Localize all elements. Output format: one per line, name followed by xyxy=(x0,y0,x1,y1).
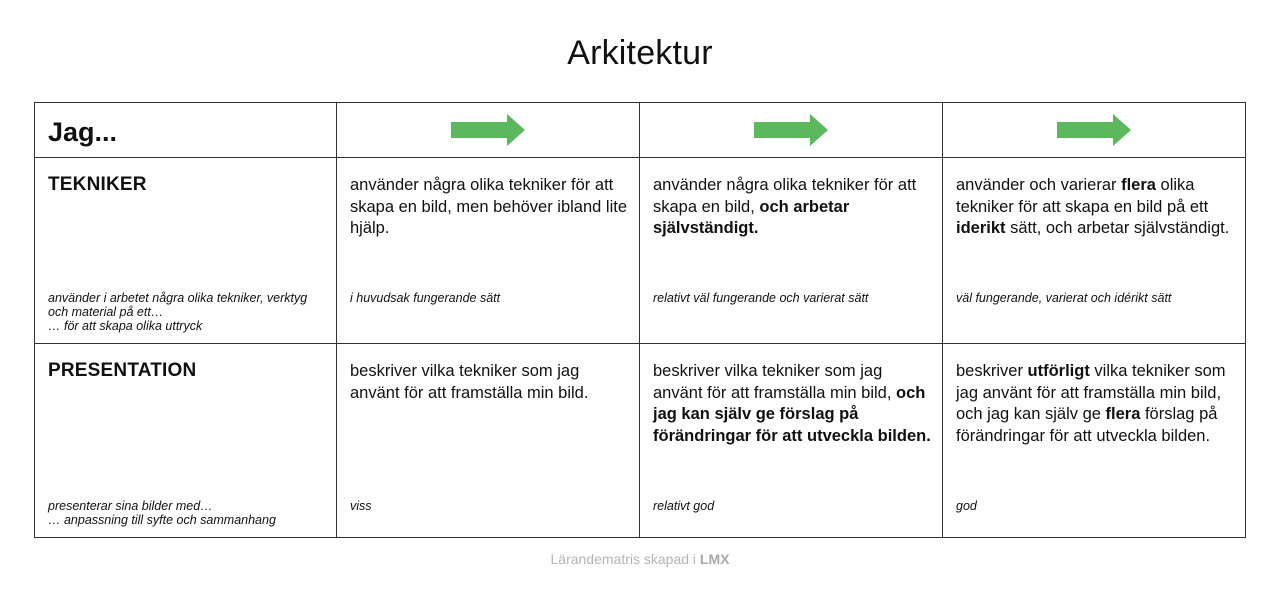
text-segment: använder några olika tekniker för att skapa en bild, men behöver ibland lite hjälp. xyxy=(350,176,628,238)
learning-matrix xyxy=(34,102,1246,538)
header-cell-level-3 xyxy=(943,103,1246,158)
level-text xyxy=(956,175,1238,240)
criterion-description-line: använder i arbetet några olika tekniker, verktyg xyxy=(48,291,308,305)
footer-brand[interactable]: LMX xyxy=(699,551,730,567)
criterion-description-line: … anpassning till syfte och sammanhang xyxy=(48,513,276,527)
criterion-description-line: … för att skapa olika uttryck xyxy=(48,319,203,333)
emphasized-text: och arbetar självständigt. xyxy=(653,197,850,238)
right-arrow-icon xyxy=(754,114,828,146)
level-cell xyxy=(943,158,1246,344)
emphasized-text: utförligt xyxy=(1027,362,1090,380)
criterion-cell xyxy=(35,344,337,538)
text-segment: beskriver vilka tekniker som jag använt för att framställa min bild. xyxy=(350,362,589,402)
level-text xyxy=(653,175,935,240)
footer xyxy=(0,551,1280,567)
level-note: god xyxy=(956,499,977,513)
arrow-slot xyxy=(943,103,1245,157)
level-note: i huvudsak fungerande sätt xyxy=(350,291,501,305)
criterion-description xyxy=(48,499,333,527)
text-segment: beskriver vilka tekniker som jag använt för att framställa min bild, xyxy=(653,362,897,402)
header-label: Jag... xyxy=(48,117,118,147)
footer-text: Lärandematris skapad i xyxy=(550,551,700,567)
level-text xyxy=(350,175,632,240)
text-segment: använder och varierar xyxy=(956,176,1122,194)
emphasized-text: flera xyxy=(1121,176,1156,194)
header-cell-level-1 xyxy=(337,103,640,158)
emphasized-text: flera xyxy=(1105,405,1141,424)
header-row xyxy=(35,103,1246,158)
text-segment: vilka tekniker som jag använt för att framställa min bild, och jag kan själv ge xyxy=(956,362,1226,424)
criterion-row-presentation xyxy=(35,344,1246,538)
level-note: relativt god xyxy=(653,499,715,513)
criterion-title: PRESENTATION xyxy=(48,360,197,381)
right-arrow-icon xyxy=(451,114,525,146)
level-text xyxy=(350,361,632,404)
right-arrow-icon xyxy=(1057,114,1131,146)
level-text xyxy=(653,361,935,448)
level-cell xyxy=(943,344,1246,538)
emphasized-text: iderikt xyxy=(956,219,1006,238)
level-cell xyxy=(337,344,640,538)
level-cell xyxy=(337,158,640,344)
text-segment: använder några olika tekniker för att skapa en bild, xyxy=(653,176,917,216)
level-cell xyxy=(640,158,943,344)
arrow-slot xyxy=(337,103,639,157)
criterion-description-line: presenterar sina bilder med… xyxy=(48,499,213,513)
level-note: väl fungerande, varierat och idérikt sätt xyxy=(956,291,1172,305)
level-cell xyxy=(640,344,943,538)
criterion-description-line: och material på ett… xyxy=(48,305,164,319)
text-segment: olika tekniker för att skapa en bild på ett xyxy=(956,176,1209,216)
criterion-title: TEKNIKER xyxy=(48,174,147,195)
arrow-slot xyxy=(640,103,942,157)
emphasized-text: och jag kan själv ge förslag på förändringar för att utveckla bilden. xyxy=(653,383,931,446)
text-segment: förslag på förändringar för att utveckla bilden. xyxy=(956,405,1218,446)
criterion-description xyxy=(48,291,333,333)
level-note: relativt väl fungerande och varierat sätt xyxy=(653,291,869,305)
text-segment: beskriver xyxy=(956,362,1028,380)
level-text xyxy=(956,361,1238,448)
level-note: viss xyxy=(350,499,372,513)
page-title: Arkitektur xyxy=(567,34,713,72)
header-cell-level-2 xyxy=(640,103,943,158)
criterion-cell xyxy=(35,158,337,344)
header-cell-first xyxy=(35,103,337,158)
text-segment: sätt, och arbetar självständigt. xyxy=(1005,219,1230,238)
criterion-row-tekniker xyxy=(35,158,1246,344)
